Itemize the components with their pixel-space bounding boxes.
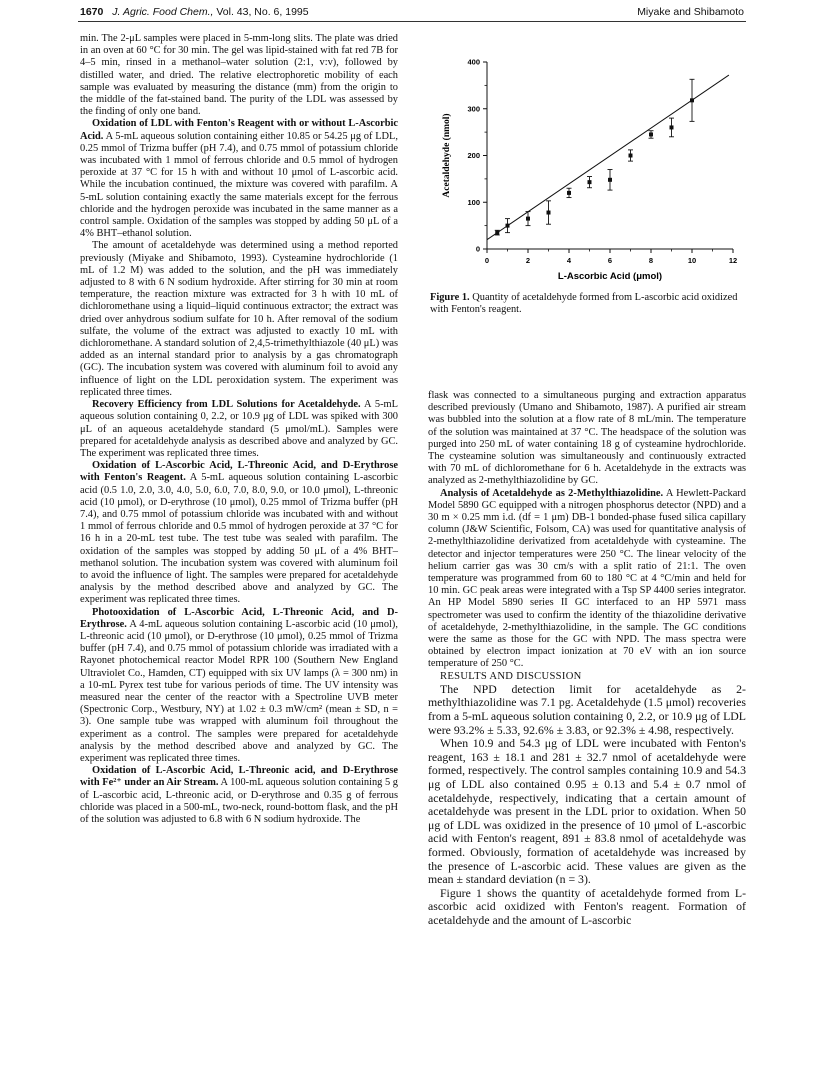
journal-name: J. Agric. Food Chem.,	[112, 6, 214, 18]
subsection-body: A 4-mL aqueous solution containing L-ascorbic acid (10 μmol), L-threonic acid (10 μmol), or D-erythrose (10 μmol), 0.25 mmol of Trizma buffer (pH 7.4), and 0.75 mmol of potassium chloride was irradiated with a Rayonet photochemical reactor Model RPR 100 (Southern New England Ultraviolet Co., Hamden, CT) equipped with six UV lamps (λ = 300 nm) in a 10-mL Pyrex test tube for various periods of time. The UV intensity was measured near the center of the reactor with a Spectroline UVB meter (Spectronic Corp., Westbury, NY) at 1.02 ± 0.3 mW/cm² (mean ± SD, n = 3). One sample tube was wrapped with aluminum foil throughout the experiment as a control. The samples were prepared for acetaldehyde analysis by the method described above and analyzed by GC. The experiment was replicated three times.	[80, 618, 398, 764]
subsection-body: A Hewlett-Packard Model 5890 GC equipped with a nitrogen phosphorus detector (NPD) and a 30 m × 0.25 mm i.d. (df = 1 μm) DB-1 bonded-phase fused silica capillary column (J&W Scientific, Folsom, CA) was used for quantitative analysis of 2-methylthiazolidine derivatized from acetaldehyde with cysteamine. The detector and injector temperatures were 250 °C. The linear velocity of the helium carrier gas was 30 cm/s with a split ratio of 21:1. The oven temperature was programmed from 60 to 180 °C at 4 °C/min and held for 10 min. GC peak areas were integrated with a Tsp SP 4400 series integrator. An HP Model 5890 series II GC interfaced to an HP 5971 mass spectrometer was used to confirm the identity of the thiazolidine derivative of acetaldehyde, 2-methylthiazolidine, in the sample. The GC conditions were the same as those for the GC with NPD. The mass spectra were obtained by electron impact ionization at 70 eV with an ion source temperature of 250 °C.	[428, 487, 746, 670]
subsection-heading: Oxidation of L-Ascorbic Acid, L-Threonic acid, and D-Erythrose with Fe²⁺ under an Air Stream.	[80, 765, 398, 789]
paragraph: The amount of acetaldehyde was determined using a method reported previously (Miyake and Shibamoto, 1993). Cysteamine hydrochloride (1 mL of 1.2 M) was added to the solution, and the pH was immediately adjusted to 8 with 6 N sodium hydroxide. After stirring for 30 min at room temperature, the reaction mixture was extracted for 3 h with 10 mL of dichloromethane using a liquid–liquid continuous extractor; the extract was dried over anhydrous sodium sulfate for 10 h. After removal of the sodium sulfate, the volume of the extract was adjusted to exactly 10 mL with dichloromethane. A standard solution of 2,4,5-trimethylthiazole (40 μL) was added as an internal standard prior to analysis by a gas chromatograph (GC). The incubation system was covered with aluminum foil to avoid any influence of light on the LDL peroxidation system. The experiment was replicated three times.	[80, 240, 398, 398]
running-header	[80, 6, 744, 22]
x-tick-label: 6	[607, 256, 613, 265]
x-tick-label: 2	[525, 256, 531, 265]
subsection	[428, 488, 746, 671]
y-tick-label: 300	[467, 104, 480, 114]
y-tick-label: 100	[467, 197, 480, 207]
header-rule	[78, 21, 746, 22]
subsection-body: A 100-mL aqueous solution containing 5 g of L-ascorbic acid, L-threonic acid, or D-erythrose and 0.35 g of ferrous chloride was placed in a 500-mL, two-neck, round-bottom flask, and the pH of the solution was adjusted to 6.8 with 6 N sodium hydroxide. The	[80, 777, 398, 825]
figure-1	[425, 52, 745, 372]
x-tick-label: 0	[484, 256, 490, 265]
x-tick-label: 12	[728, 256, 738, 265]
data-point	[690, 98, 694, 102]
data-point	[608, 178, 612, 182]
left-column	[80, 33, 398, 1063]
data-point	[670, 125, 674, 129]
subsection	[80, 765, 398, 826]
subsection-heading: Photooxidation of L-Ascorbic Acid, L-Threonic Acid, and D-Erythrose.	[80, 606, 398, 630]
subsection	[80, 460, 398, 606]
subsection	[80, 399, 398, 460]
y-tick-label: 400	[467, 57, 480, 67]
running-authors: Miyake and Shibamoto	[637, 6, 744, 18]
scatter-chart	[425, 52, 745, 287]
subsection	[80, 607, 398, 766]
data-point	[588, 180, 592, 184]
x-tick-label: 4	[566, 256, 572, 265]
paragraph: min. The 2-μL samples were placed in 5-mm-long slits. The plate was dried in an oven at 60 °C for 30 min. The gel was lipid-stained with fat red 7B for 4–5 min, rinsed in a methanol–water solution (2:1, v:v), followed by distilled water, and dried. The relative electrophoretic mobility of each sample was evaluated by measuring the distance (mm) from the origin to the middle of the fat-stained band. The purity of the LDL was assessed by the finding of only one band.	[80, 33, 398, 118]
subsection-heading: Oxidation of LDL with Fenton's Reagent with or without L-Ascorbic Acid.	[80, 118, 398, 142]
data-point	[649, 132, 653, 136]
figure-caption	[430, 292, 742, 316]
subsection-heading: Analysis of Acetaldehyde as 2-Methylthiazolidine.	[440, 487, 664, 499]
subsection	[80, 118, 398, 240]
paragraph: Figure 1 shows the quantity of acetaldehyde formed from L-ascorbic acid oxidized with Fenton's reagent. Formation of acetaldehyde and the amount of L-ascorbic	[428, 885, 746, 927]
paragraph: flask was connected to a simultaneous purging and extraction apparatus described previously (Umano and Shibamoto, 1987). A purified air stream was bubbled into the solution at a flow rate of 8 mL/min. The temperature of the solution was maintained at 37 °C. The headspace of the solution was purged into 250 mL of water containing 18 g of cysteamine hydrochloride. The cysteamine solution was simultaneously and continuously extracted with 70 mL of dichloromethane for 6 h. Acetaldehyde in the extracts was analyzed as 2-methylthiazolidine by GC.	[428, 390, 746, 487]
data-point	[495, 231, 499, 235]
x-tick-label: 10	[687, 256, 697, 265]
x-tick-label: 8	[648, 256, 654, 265]
y-axis-label: Acetaldehyde (nmol)	[442, 113, 452, 198]
journal-volume: Vol. 43, No. 6, 1995	[216, 6, 309, 18]
caption-label: Figure 1.	[430, 292, 470, 303]
results-text	[428, 683, 746, 928]
page-number: 1670	[80, 6, 104, 18]
y-tick-label: 200	[467, 151, 480, 160]
data-point	[526, 217, 530, 221]
subsection-heading: Oxidation of L-Ascorbic Acid, L-Threonic Acid, and D-Erythrose with Fenton's Reagent.	[80, 460, 398, 484]
data-point	[629, 154, 633, 158]
subsection-body: A 5-mL aqueous solution containing 0, 2.2, or 10.9 μg of LDL was spiked with 300 μL of an aqueous acetaldehyde standard (5 μmol/mL). Samples were prepared for acetaldehyde analysis as described above and analyzed by GC. The experiment was replicated three times.	[80, 399, 398, 459]
subsection-heading: Recovery Efficiency from LDL Solutions for Acetaldehyde.	[92, 399, 361, 411]
y-tick-label: 0	[475, 244, 480, 254]
section-title: RESULTS AND DISCUSSION	[440, 670, 582, 682]
subsection-body: A 5-mL aqueous solution containing either 10.85 or 54.25 μg of LDL, 0.25 mmol of Trizma buffer (pH 7.4), and 0.75 mmol of potassium chloride was incubated with 1 mmol of ferrous chloride and 0.5 mmol of hydrogen peroxide at 37 °C for 15 h with and without 10 μmol of L-ascorbic acid. While the incubation continued, the mixture was covered with parafilm. A 5-mL solution containing exactly the same materials except for the ferrous chloride and the hydrogen peroxide was incubated in the same manner as a control sample. Oxidation of the samples was stopped by adding 50 μL of a 4% BHT–ethanol solution.	[80, 130, 398, 240]
x-axis-label: L-Ascorbic Acid (μmol)	[557, 271, 663, 282]
data-point	[567, 191, 571, 195]
paragraph: The NPD detection limit for acetaldehyde as 2-methylthiazolidine was 7.1 pg. Acetaldehyde (1.5 μmol) recoveries from a 5-mL aqueous solution containing 0, 2.2, or 10.9 μg of LDL were 93.2% ± 5.33, 92.6% ± 3.83, or 92.3% ± 4.98, respectively.	[428, 681, 746, 737]
caption-text: Quantity of acetaldehyde formed from L-ascorbic acid oxidized with Fenton's reagent.	[430, 292, 738, 316]
data-point	[506, 224, 510, 228]
paragraph: When 10.9 and 54.3 μg of LDL were incubated with Fenton's reagent, 163 ± 18.1 and 281 ± 32.7 nmol of acetaldehyde were formed, respectively. The control samples containing 10.9 and 54.3 μg of LDL also contained 0.95 ± 0.13 and 5.4 ± 0.7 nmol of acetaldehyde, respectively, indicating that a certain amount of acetaldehyde was present in the LDL prior to oxidation. When 50 μg of LDL was oxidized in the presence of 10 μmol of L-ascorbic acid with Fenton's reagent, 891 ± 83.8 nmol of acetaldehyde was formed. Obviously, formation of acetaldehyde was increased by the presence of L-ascorbic acid. These values are given as the mean ± standard deviation (n = 3).	[428, 736, 746, 887]
right-column	[428, 390, 746, 1060]
data-point	[547, 211, 551, 215]
subsection-body: A 5-mL aqueous solution containing L-ascorbic acid (0.5 1.0, 2.0, 3.0, 4.0, 5.0, 6.0, 7.0, 8.0, 9.0, or 10.0 μmol), L-threonic acid (10 μmol), or D-erythrose (10 μmol), 0.25 mmol of Trizma buffer (pH 7.4), and 0.75 mmol of potassium chloride was incubated with and without 1 mmol of ferrous chloride and 0.5 mmol of hydrogen peroxide at 37 °C for 16 h in a 20-mL test tube. The test tube was sealed with parafilm. The oxidation of the samples was stopped by adding 50 μL of a 4% BHT–methanol solution. The incubation system was covered with aluminum foil to avoid the influence of light. The samples were prepared for acetaldehyde analysis by the method described above and analyzed by GC. The experiment was replicated three times.	[80, 472, 398, 606]
